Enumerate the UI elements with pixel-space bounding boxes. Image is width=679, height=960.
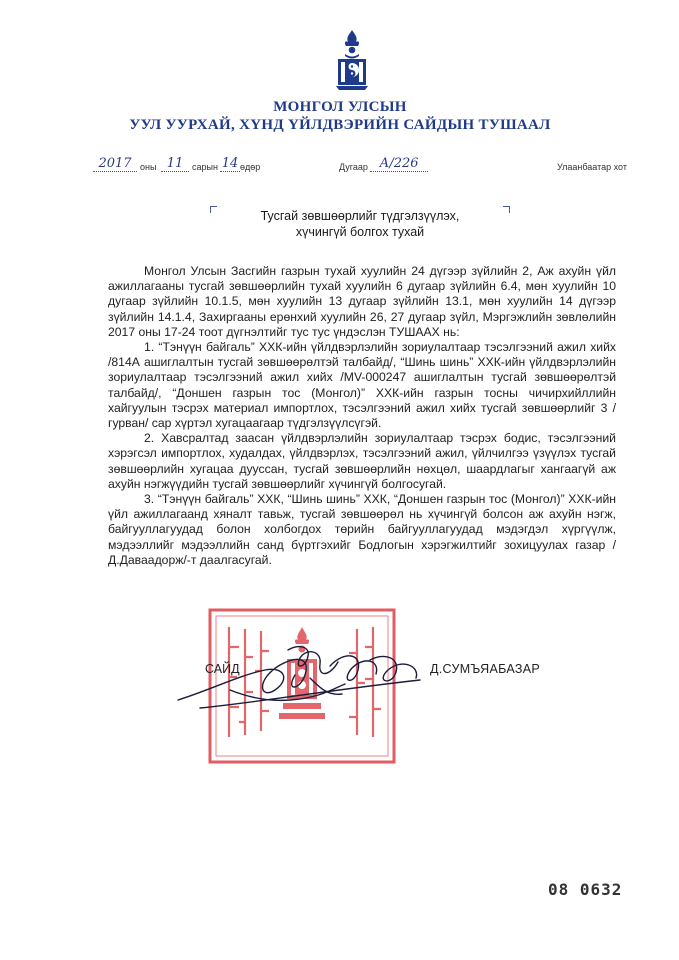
- subject-line-1: Тусгай зөвшөөрлийг түдгэлзүүлэх,: [260, 209, 460, 223]
- body-item-1: 1. “Тэнүүн байгаль” ХХК-ийн үйлдвэрлэлийн зориулалтаар тэсэлгээний ажил хийх /814А ашиглалтын тусгай зөвшөөрөлтэй талбайд/, “Шинь шинь” ХХК-ийн үйлдвэрлэлийн зориулалтаар тэсэлгээний ажил хийх /MV-000247 ашиглалтын тусгай зөвшөөрөлтэй талбайд/, “Доншен газрын тос (Монгол)” ХХК-ийн газрын тосны чичирхийллийн хайгуулын тэсрэх материал импортлох, тэсэлгээний ажил хийх тусгай зөвшөөрлийг 3 /гурван/ сар хүртэл хугацаагаар түдгэлзүүлсүгэй.: [108, 340, 616, 431]
- state-emblem-icon: [329, 28, 375, 92]
- heading-country: МОНГОЛ УЛСЫН: [273, 99, 407, 115]
- city-label: Улаанбаатар хот: [557, 162, 627, 172]
- body-item-3: 3. “Тэнүүн байгаль” ХХК, “Шинь шинь” ХХК, “Доншен газрын тос (Монгол)” ХХК-ийн үйл ажиллагаанд хяналт тавьж, тусгай зөвшөөрөл нь хүчингүй болсон аж ахуйн нэгж, байгууллагуудад болон холбогдох төрийн байгууллагуудад мэдэгдэл хүргүүлж, мэдээллийг мэдээллийн санд бүртгэхийг Бодлогын хэрэгжилтийг зохицуулах газар /Д.Даваадорж/-т даалгасугай.: [108, 492, 616, 567]
- date-month-label: сарын: [192, 162, 218, 172]
- order-number-value: А/226: [370, 156, 428, 172]
- date-number-line: [0, 156, 679, 180]
- decree-body: [108, 264, 616, 568]
- order-number-label: Дугаар: [339, 162, 368, 172]
- subject-line-2: хүчингүй болгох тухай: [295, 225, 425, 239]
- date-day-value: 14: [221, 156, 239, 171]
- date-month-value: 11: [161, 156, 189, 172]
- signature-label: САЙД: [205, 662, 240, 676]
- signatory-name: Д.СУМЪЯАБАЗАР: [430, 662, 540, 676]
- date-year-value: 2017: [93, 156, 137, 172]
- handwritten-signature: [170, 630, 490, 720]
- heading-ministry-order: УУЛ УУРХАЙ, ХҮНД ҮЙЛДВЭРИЙН САЙДЫН ТУШААЛ: [129, 117, 551, 133]
- body-intro-paragraph: Монгол Улсын Засгийн газрын тухай хуулийн 24 дүгээр зүйлийн 2, Аж ахуйн үйл ажиллагааны тусгай зөвшөөрлийн тухай хуулийн 6 дугаар зүйлийн 6.4, мөн хуулийн 10 дугаар зүйлийн 10.1.5, мөн хуулийн 13 дугаар зүйлийн 13.1, мөн хуулийн 14 дүгээр зүйлийн 14.1.4, Захиргааны ерөнхий хуулийн 26, 27 дугаар зүйл, Мэргэжлийн зөвлөлийн 2017 оны 17-24 тоот дүгнэлтийг тус тус үндэслэн ТУШААХ нь:: [108, 264, 616, 339]
- registration-number: 08 0632: [548, 880, 623, 899]
- date-day-label: өдөр: [240, 162, 261, 172]
- date-year-label: оны: [140, 162, 157, 172]
- body-item-2: 2. Хавсралтад заасан үйлдвэрлэлийн зориулалтаар тэсрэх бодис, тэсэлгээний хэрэгсэл импортлох, худалдах, үйлдвэрлэх, тэсэлгээний ажил, үйлчилгээ үзүүлэх тусгай зөвшөөрлийн хугацаа дууссан, тусгай зөвшөөрлийн нөхцөл, шаардлагыг хангаагүй аж ахуйн нэгжүүдийн тусгай зөвшөөрлийг хүчингүй болгосугай.: [108, 431, 616, 491]
